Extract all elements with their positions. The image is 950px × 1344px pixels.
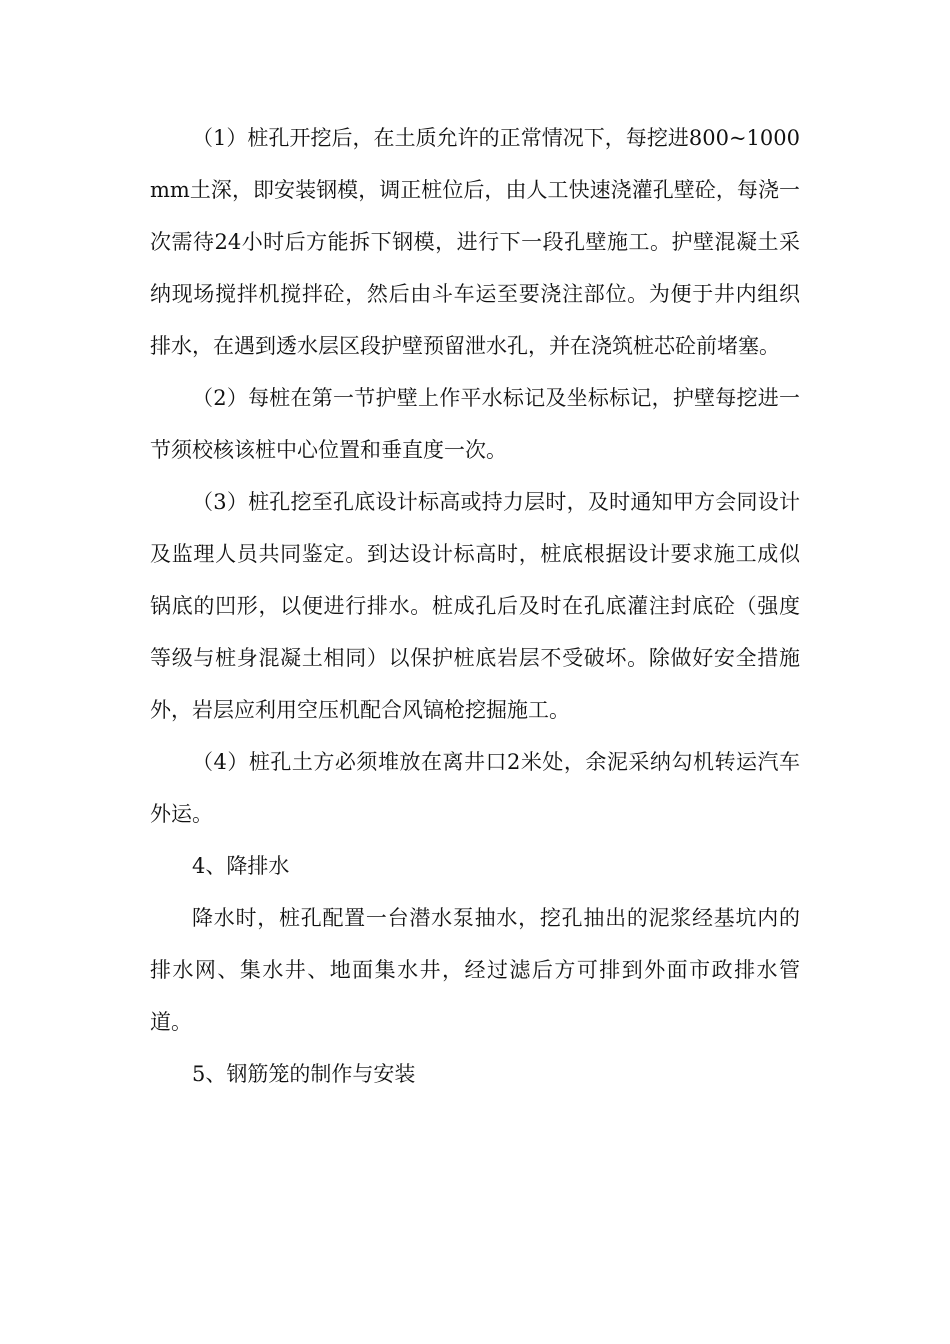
section-heading-rebar-cage: 5、钢筋笼的制作与安装 bbox=[192, 1062, 416, 1086]
paragraph-soil-disposal: （4）桩孔土方必须堆放在离井口2米处，余泥采纳勾机转运汽车外运。 bbox=[150, 750, 800, 826]
document-body bbox=[150, 112, 800, 1100]
paragraph-pile-excavation: （1）桩孔开挖后，在土质允许的正常情况下，每挖进800~1000mm土深，即安装钢模，调正桩位后，由人工快速浇灌孔壁砼，每浇一次需待24小时后方能拆下钢模，进行下一段孔壁施工。护壁混凝土采纳现场搅拌机搅拌砼，然后由斗车运至要浇注部位。为便于井内组织排水，在遇到透水层区段护壁预留泄水孔，并在浇筑桩芯砼前堵塞。 bbox=[150, 126, 800, 358]
section-heading-dewatering: 4、降排水 bbox=[192, 854, 290, 878]
paragraph-marking: （2）每桩在第一节护壁上作平水标记及坐标标记，护壁每挖进一节须校核该桩中心位置和垂直度一次。 bbox=[150, 386, 800, 462]
paragraph-bottom-inspection: （3）桩孔挖至孔底设计标高或持力层时，及时通知甲方会同设计及监理人员共同鉴定。到达设计标高时，桩底根据设计要求施工成似锅底的凹形，以便进行排水。桩成孔后及时在孔底灌注封底砼（强度等级与桩身混凝土相同）以保护桩底岩层不受破坏。除做好安全措施外，岩层应利用空压机配合风镐枪挖掘施工。 bbox=[150, 490, 800, 722]
paragraph-dewatering: 降水时，桩孔配置一台潜水泵抽水，挖孔抽出的泥浆经基坑内的排水网、集水井、地面集水井，经过滤后方可排到外面市政排水管道。 bbox=[150, 906, 800, 1034]
